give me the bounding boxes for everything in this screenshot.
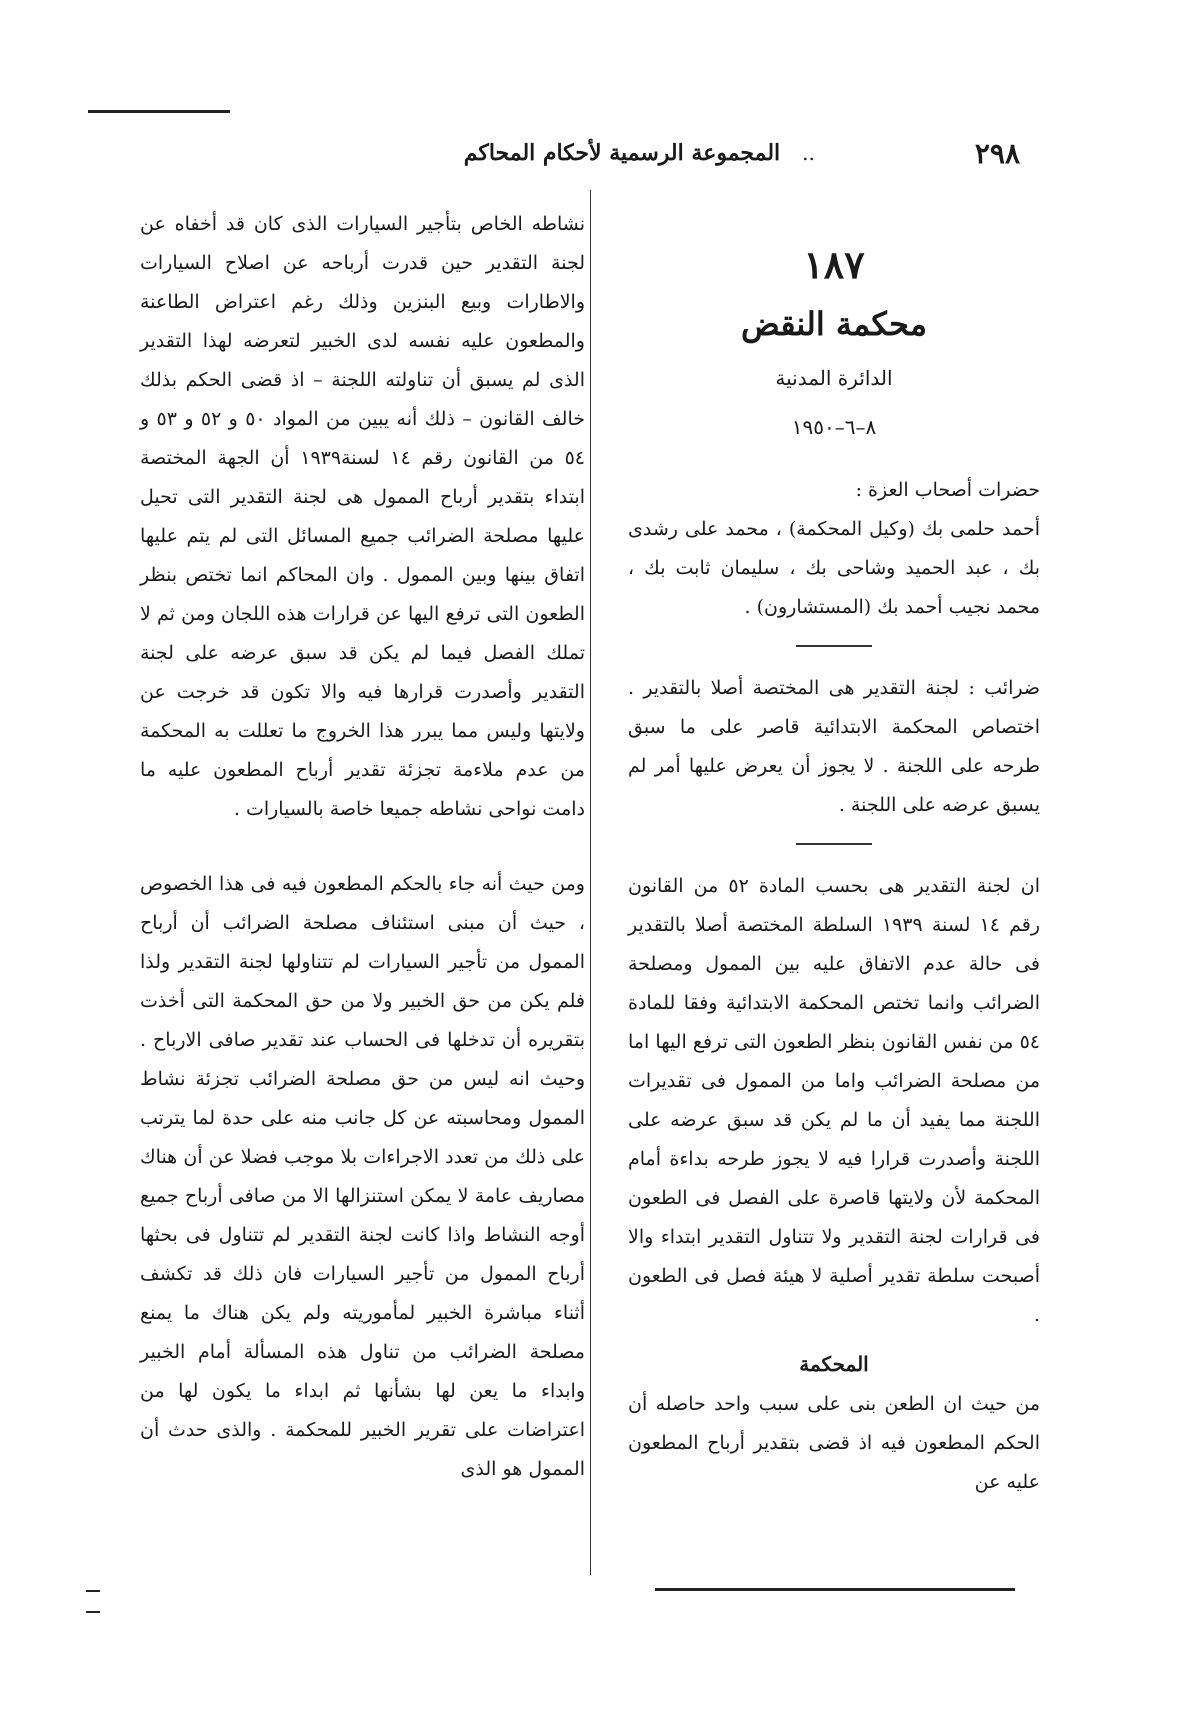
running-title: المجموعة الرسمية لأحكام المحاكم: [463, 140, 781, 166]
right-column: [628, 235, 1040, 1502]
page-header: [120, 128, 1020, 178]
judgment-date: ٨–٦–١٩٥٠: [791, 415, 877, 439]
left-paragraph: ومن حيث أنه جاء بالحكم المطعون فيه فى هذا الخصوص ، حيث أن مبنى استئناف مصلحة الضرائب أن أرباح الممول من تأجير السيارات لم تتناولها لجنة التقدير ولذا فلم يكن من حق الخبير ولا من حق المحكمة التى أخذت بتقريره أن تدخلها فى الحساب عند تقدير صافى الارباح . وحيث انه ليس من حق مصلحة الضرائب تجزئة نشاط الممول ومحاسبته عن كل جانب منه على حدة لما يترتب على ذلك من تعدد الاجراءات بلا موجب فضلا عن أن هناك مصاريف عامة لا يمكن استنزالها الا من صافى أرباح جميع أوجه النشاط واذا كانت لجنة التقدير لم تتناول فى بحثها أرباح الممول من تأجير السيارات فان ذلك قد تكشف أثناء مباشرة الخبير لمأموريته ولم يكن هناك ما يمنع مصلحة الضرائب من تناول هذه المسألة أمام الخبير وابداء ما يعن لها بشأنها ثم ابداء ما يكون لها من اعتراضات على تقرير الخبير للمحكمة . والذى حدث أن الممول هو الذى: [140, 873, 585, 1480]
court-text: من حيث ان الطعن بنى على سبب واحد حاصله أن الحكم المطعون فيه اذ قضى بتقدير أرباح المطعون عليه عن: [628, 1393, 1040, 1493]
left-paragraph: نشاطه الخاص بتأجير السيارات الذى كان قد أخفاه عن لجنة التقدير حين قدرت أرباحه عن اصلاح السيارات والاطارات وبيع البنزين وذلك رغم اعتراض الطاعنة والمطعون عليه نفسه لدى الخبير لتعرضه لهذا التقدير الذى لم يسبق أن تناولته اللجنة – اذ قضى الحكم بذلك خالف القانون – ذلك أنه يبين من المواد ٥٠ و ٥٢ و ٥٣ و ٥٤ من القانون رقم ١٤ لسنة١٩٣٩ أن الجهة المختصة ابتداء بتقدير أرباح الممول هى لجنة التقدير التى تحيل عليها مصلحة الضرائب جميع المسائل التى لم يتم عليها اتفاق بينها وبين الممول . وان المحاكم انما تختص بنظر الطعون التى ترفع اليها عن قرارات هذه اللجان ومن ثم لا تملك الفصل فيما لم يكن قد سبق عرضه على لجنة التقدير وأصدرت قرارها فيه والا تكون قد خرجت عن ولايتها وليس مما يبرر هذا الخروج ما تعللت به المحكمة من عدم ملاءمة تجزئة تقدير أرباح المطعون عليه ما دامت نواحى نشاطه جميعا خاصة بالسيارات .: [140, 213, 585, 820]
case-number: ١٨٧: [803, 242, 865, 287]
legal-principle: ان لجنة التقدير هى بحسب المادة ٥٢ من القانون رقم ١٤ لسنة ١٩٣٩ السلطة المختصة أصلا بالتقدير فى حالة عدم الاتفاق عليه بين الممول ومصلحة الضرائب وانما تختص المحكمة الابتدائية وفقا للمادة ٥٤ من نفس القانون بنظر الطعون التى ترفع اليها اما من مصلحة الضرائب واما من الممول فى تقديرات اللجنة مما يفيد أن ما لم يكن قد سبق عرضه على اللجنة وأصدرت قرارا فيه لا يجوز طرحه بداءة أمام المحكمة لأن ولايتها قاصرة على الفصل فى الطعون فى قرارات لجنة التقدير ولا تتناول التقدير ابتداء والا أصبحت سلطة تقدير أصلية لا هيئة فصل فى الطعون .: [628, 875, 1040, 1326]
circuit-name: الدائرة المدنية: [775, 366, 893, 390]
case-summary: ضرائب : لجنة التقدير هى المختصة أصلا بالتقدير . اختصاص المحكمة الابتدائية قاصر على ما سبق طرحه على اللجنة . لا يجوز أن يعرض عليها أمر لم يسبق عرضه على اللجنة .: [628, 677, 1040, 816]
separator-rule: [796, 645, 872, 647]
paragraph-gap: [140, 829, 585, 865]
page-number: ٢٩٨: [974, 136, 1020, 170]
court-name: محكمة النقض: [741, 305, 927, 343]
left-column: [140, 205, 585, 1489]
edge-mark: [86, 1611, 100, 1613]
top-left-rule: [88, 110, 230, 113]
separator-rule: [796, 843, 872, 845]
section-heading: المحكمة: [799, 1352, 869, 1376]
header-dots: ..: [802, 141, 815, 165]
column-divider: [590, 190, 591, 1575]
edge-mark: [86, 1590, 100, 1592]
judges-list: أحمد حلمى بك (وكيل المحكمة) ، محمد على رشدى بك ، عبد الحميد وشاحى بك ، سليمان ثابت بك ، محمد نجيب أحمد بك (المستشارون) .: [628, 518, 1040, 618]
bottom-rule: [655, 1588, 1015, 1591]
judges-intro: حضرات أصحاب العزة :: [855, 479, 1040, 501]
